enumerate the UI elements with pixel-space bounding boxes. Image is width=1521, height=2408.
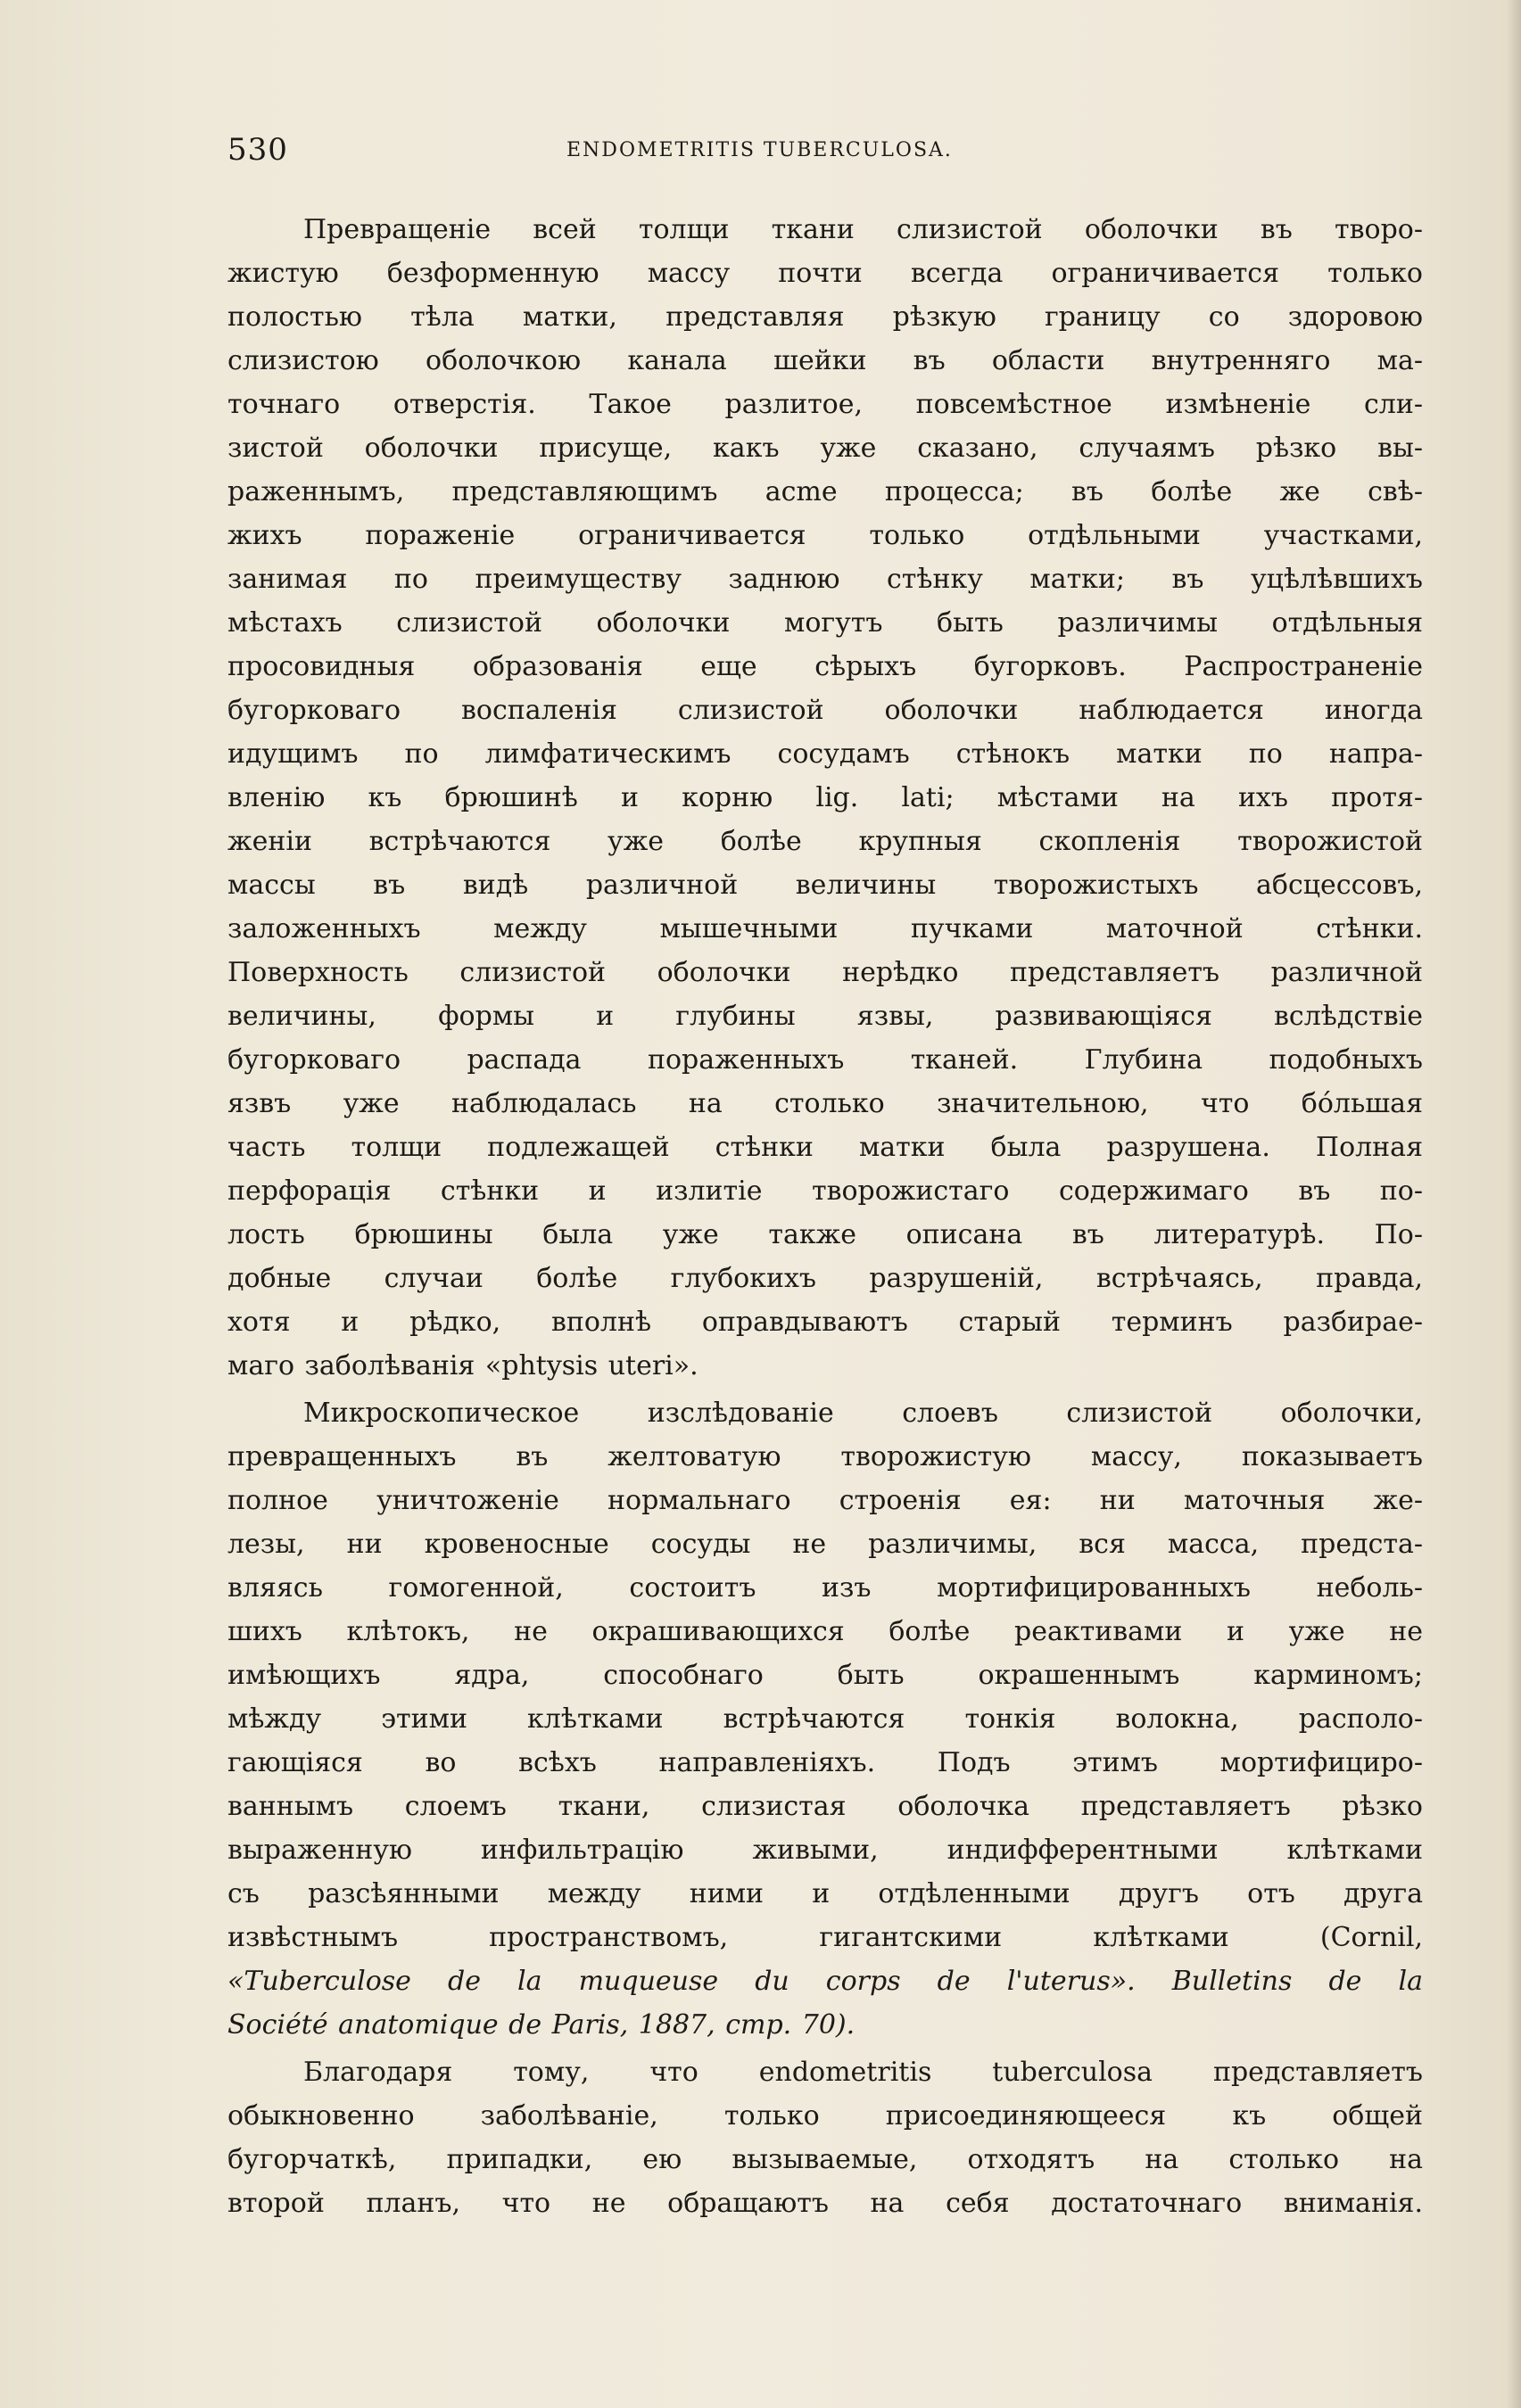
- text-line: хотя и рѣдко, вполнѣ оправдываютъ старый терминъ разбирае-: [227, 1307, 1423, 1338]
- text-line: Поверхность слизистой оболочки нерѣдко представляетъ различной: [227, 957, 1423, 988]
- text-line: съ разсѣянными между ними и отдѣленными другъ отъ друга: [227, 1878, 1423, 1909]
- text-line: бугорковаго распада пораженныхъ тканей. Глубина подобныхъ: [227, 1044, 1423, 1076]
- text-line: извѣстнымъ пространствомъ, гигантскими клѣтками (Cornil,: [227, 1922, 1423, 1953]
- text-line: жихъ пораженіе ограничивается только отдѣльными участками,: [227, 520, 1423, 551]
- paragraph-1: [227, 208, 1423, 1388]
- text-line: перфорація стѣнки и излитіе творожистаго содержимаго въ по-: [227, 1175, 1423, 1207]
- text-line: заложенныхъ между мышечными пучками маточной стѣнки.: [227, 913, 1423, 944]
- text-line: ваннымъ слоемъ ткани, слизистая оболочка представляетъ рѣзко: [227, 1791, 1423, 1822]
- text-line: гающіяся во всѣхъ направленіяхъ. Подъ этимъ мортифициро-: [227, 1747, 1423, 1778]
- running-header: [227, 132, 1423, 177]
- text-line: язвъ уже наблюдалась на столько значительною, что бóльшая: [227, 1088, 1423, 1119]
- text-line: величины, формы и глубины язвы, развивающіяся вслѣдствіе: [227, 1001, 1423, 1032]
- text-line: раженнымъ, представляющимъ acme процесса; въ болѣе же свѣ-: [227, 476, 1423, 507]
- text-line: слизистою оболочкою канала шейки въ области внутренняго ма-: [227, 345, 1423, 376]
- text-line: обыкновенно заболѣваніе, только присоединяющееся къ общей: [227, 2100, 1423, 2132]
- text-line: вленію къ брюшинѣ и корню lig. lati; мѣстами на ихъ протя-: [227, 782, 1423, 813]
- text-line: идущимъ по лимфатическимъ сосудамъ стѣнокъ матки по напра-: [227, 738, 1423, 770]
- text-line: полное уничтоженіе нормальнаго строенія ея: ни маточныя же-: [227, 1485, 1423, 1516]
- text-line: массы въ видѣ различной величины творожистыхъ абсцессовъ,: [227, 870, 1423, 901]
- body-text: [227, 208, 1423, 2225]
- running-title: ENDOMETRITIS TUBERCULOSA.: [566, 139, 953, 161]
- text-line: мѣжду этими клѣтками встрѣчаются тонкія волокна, располо-: [227, 1703, 1423, 1735]
- text-line: шихъ клѣтокъ, не окрашивающихся болѣе реактивами и уже не: [227, 1616, 1423, 1647]
- paragraph-2: [227, 1391, 1423, 2047]
- text-line: бугорчаткѣ, припадки, ею вызываемые, отходятъ на столько на: [227, 2144, 1423, 2175]
- text-line-italic-citation: «Tuberculose de la muqueuse du corps de l'uterus». Bulletins de la: [227, 1966, 1423, 1997]
- text-line: занимая по преимуществу заднюю стѣнку матки; въ уцѣлѣвшихъ: [227, 564, 1423, 595]
- page-number: 530: [227, 132, 288, 168]
- text-line: полостью тѣла матки, представляя рѣзкую границу со здоровою: [227, 301, 1423, 333]
- text-line: просовидныя образованія еще сѣрыхъ бугорковъ. Распространеніе: [227, 651, 1423, 682]
- paragraph-3: [227, 2050, 1423, 2225]
- text-line: маго заболѣванія «phtysis uteri».: [227, 1350, 699, 1381]
- text-line: вляясь гомогенной, состоитъ изъ мортифицированныхъ неболь-: [227, 1572, 1423, 1604]
- page-edge-shadow: [1507, 0, 1521, 2408]
- text-line: Превращеніе всей толщи ткани слизистой оболочки въ творо-: [303, 214, 1423, 245]
- text-line: добные случаи болѣе глубокихъ разрушеній, встрѣчаясь, правда,: [227, 1263, 1423, 1294]
- text-line: лезы, ни кровеносные сосуды не различимы, вся масса, предста-: [227, 1529, 1423, 1560]
- text-line: жистую безформенную массу почти всегда ограничивается только: [227, 258, 1423, 289]
- text-line: бугорковаго воспаленія слизистой оболочки наблюдается иногда: [227, 695, 1423, 726]
- text-line: превращенныхъ въ желтоватую творожистую массу, показываетъ: [227, 1441, 1423, 1472]
- text-line: имѣющихъ ядра, способнаго быть окрашеннымъ карминомъ;: [227, 1660, 1423, 1691]
- text-line: часть толщи подлежащей стѣнки матки была разрушена. Полная: [227, 1132, 1423, 1163]
- text-line: Благодаря тому, что endometritis tuberculosa представляетъ: [303, 2057, 1423, 2088]
- text-line: Микроскопическое изслѣдованіе слоевъ слизистой оболочки,: [303, 1398, 1423, 1429]
- text-line: второй планъ, что не обращаютъ на себя достаточнаго вниманія.: [227, 2188, 1423, 2219]
- text-line-italic-citation: Société anatomique de Paris, 1887, стр. 70).: [227, 2009, 856, 2041]
- text-line: зистой оболочки присуще, какъ уже сказано, случаямъ рѣзко вы-: [227, 433, 1423, 464]
- text-line: точнаго отверстія. Такое разлитое, повсемѣстное измѣненіе сли-: [227, 389, 1423, 420]
- text-line: женіи встрѣчаются уже болѣе крупныя скопленія творожистой: [227, 826, 1423, 857]
- text-line: мѣстахъ слизистой оболочки могутъ быть различимы отдѣльныя: [227, 607, 1423, 639]
- text-line: лость брюшины была уже также описана въ литературѣ. По-: [227, 1219, 1423, 1250]
- text-line: выраженную инфильтрацію живыми, индифферентными клѣтками: [227, 1835, 1423, 1866]
